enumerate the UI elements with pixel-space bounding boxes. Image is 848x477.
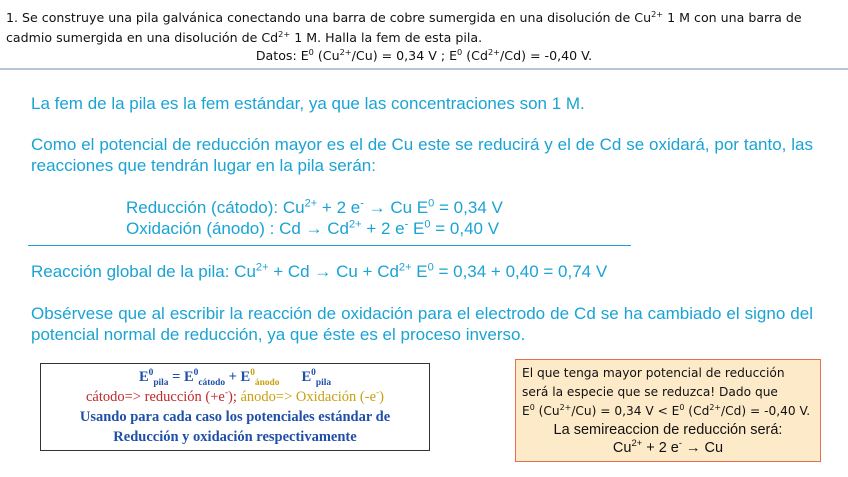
formula-box	[40, 363, 430, 451]
problem-statement	[0, 0, 848, 68]
text: Cu	[612, 440, 632, 456]
subscript: ánodo	[254, 377, 280, 388]
text: E	[408, 219, 425, 238]
subscript: pila	[153, 377, 169, 388]
text: /Cu) = 0,34 V < E	[571, 404, 680, 418]
text: = 0,40 V	[430, 219, 500, 238]
electrode-rules	[41, 387, 429, 407]
text: = E	[168, 369, 194, 385]
superscript: 2+	[278, 28, 291, 39]
observation-paragraph: Obsérvese que al escribir la reacción de oxidación para el electrodo de Cd se ha cambiado el signo del potencial normal de reducción, ya que éste es el proceso inverso.	[31, 304, 813, 344]
global-reaction	[31, 261, 821, 282]
text: = 0,34 + 0,40 = 0,74 V	[433, 262, 608, 281]
text: Reducción (cátodo): Cu	[126, 198, 305, 217]
superscript: 2+	[255, 261, 269, 274]
superscript: -	[404, 218, 409, 231]
text: + 2 e	[317, 198, 361, 217]
text: = 0,34 V	[434, 198, 503, 217]
data-text: /Cd) = -0,40 V.	[500, 48, 593, 63]
superscript: 2+	[304, 197, 318, 210]
text: → Cu E	[363, 198, 429, 217]
text: ánodo=> Oxidación (-e	[236, 389, 377, 405]
problem-part: 1 M. Halla la fem de esta pila.	[290, 30, 483, 45]
superscript: 0	[427, 261, 434, 274]
text: (Cu	[534, 404, 560, 418]
oxidation-half-reaction	[126, 218, 726, 239]
text: + 2 e	[642, 440, 679, 456]
superscript: 2+	[487, 46, 501, 57]
subscript: cátodo	[198, 377, 226, 388]
text: )	[379, 389, 385, 405]
data-text: (Cd	[462, 48, 488, 63]
superscript: -	[224, 388, 228, 399]
text: E	[138, 369, 149, 385]
superscript: 2+	[349, 218, 362, 231]
text: /Cd) = -0,40 V.	[721, 404, 811, 418]
problem-text	[6, 8, 842, 48]
superscript: 0	[193, 368, 199, 379]
text: (Cd	[684, 404, 710, 418]
header-divider	[0, 68, 848, 70]
section-divider	[28, 245, 631, 246]
superscript: 2+	[339, 46, 352, 57]
potential-explanation: Como el potencial de reducción mayor es el de Cu este se reducirá y el de Cd se oxidará, por tanto, las reacciones que tendrán lugar en la pila serán:	[31, 135, 813, 175]
reduction-half-reaction	[126, 197, 726, 218]
superscript: 0	[529, 402, 535, 412]
superscript: 2+	[398, 261, 412, 274]
superscript: -	[360, 197, 364, 210]
superscript: 0	[308, 46, 314, 57]
text: E	[301, 369, 312, 385]
data-text: (Cu	[313, 48, 340, 63]
data-text: /Cu) = 0,34 V ; E	[351, 48, 458, 63]
text: Oxidación (ánodo) : Cd → Cd	[126, 219, 349, 238]
note-line: La semireaccion de reducción será:	[553, 422, 783, 438]
note-line: será la especie que se reduzca! Dado que	[522, 385, 778, 399]
reduction-note-box	[515, 359, 821, 462]
superscript: -	[678, 437, 682, 449]
superscript: 0	[679, 402, 685, 412]
superscript: 2+	[559, 402, 572, 412]
superscript: 0	[148, 368, 154, 379]
subscript: pila	[315, 377, 332, 388]
superscript: 0	[250, 368, 255, 379]
superscript: 0	[424, 218, 431, 231]
formula-note-1: Usando para cada caso los potenciales estándar de	[79, 409, 391, 425]
text: → Cu	[682, 440, 724, 456]
superscript: 2+	[631, 437, 643, 449]
formula-note-2: Reducción y oxidación respectivamente	[113, 429, 357, 445]
text: E	[522, 404, 530, 418]
superscript: -	[376, 388, 380, 399]
superscript: 0	[428, 197, 435, 210]
note-line: El que tenga mayor potencial de reducción	[522, 366, 785, 380]
text: Reacción global de la pila: Cu	[31, 262, 256, 281]
emf-formula	[41, 367, 429, 387]
note-line	[522, 402, 814, 421]
data-label: Datos: E	[255, 48, 309, 63]
superscript: 2+	[651, 8, 664, 19]
text: + 2 e	[361, 219, 405, 238]
problem-part: 1 M con una barra de cadmio sumergida en una disolución de Cd	[6, 10, 802, 45]
note-reaction	[522, 439, 814, 457]
superscript: 0	[457, 46, 463, 57]
text: E	[411, 262, 428, 281]
text: + E	[225, 369, 251, 385]
text: + Cd → Cu + Cd	[268, 262, 399, 281]
superscript: 2+	[709, 402, 721, 412]
problem-part: 1. Se construye una pila galvánica conectando una barra de cobre sumergida en una disolución de Cu	[6, 10, 652, 25]
text: );	[228, 389, 237, 405]
given-data	[0, 48, 848, 63]
fem-statement: La fem de la pila es la fem estándar, ya que las concentraciones son 1 M.	[31, 94, 585, 113]
superscript: 0	[311, 368, 316, 379]
text: cátodo=> reducción (+e	[85, 389, 225, 405]
